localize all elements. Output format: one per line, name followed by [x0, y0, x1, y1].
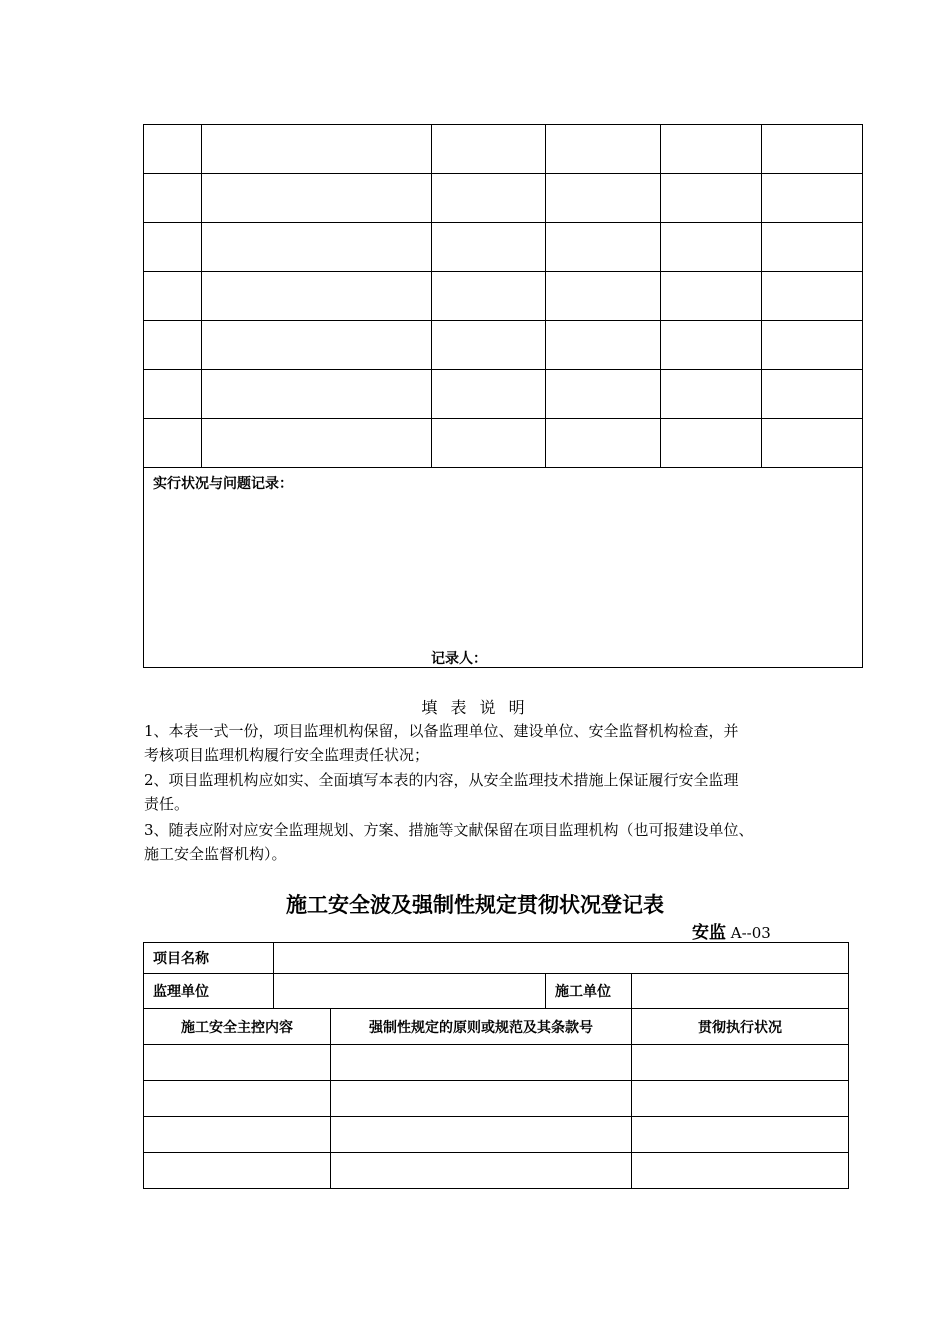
form-code-prefix: 安监	[692, 923, 726, 943]
instruction-line: 考核项目监理机构履行安全监理责任状况；	[144, 746, 430, 764]
table-row	[144, 1045, 849, 1081]
table-row	[144, 1081, 849, 1117]
table-cell[interactable]	[202, 223, 432, 272]
table-row	[144, 370, 863, 419]
instruction-line: 施工安全监督机构）。	[144, 845, 287, 863]
table-cell[interactable]	[144, 174, 202, 223]
table-cell[interactable]	[202, 272, 432, 321]
table-cell[interactable]	[762, 272, 863, 321]
column-header: 贯彻执行状况	[632, 1009, 849, 1045]
instructions-title: 填 表 说 明	[421, 698, 529, 717]
table-row	[144, 1153, 849, 1189]
table-cell[interactable]	[546, 370, 661, 419]
table-cell[interactable]	[546, 125, 661, 174]
form-code	[692, 918, 771, 943]
form-code-number: A--03	[726, 924, 771, 942]
table-cell[interactable]	[144, 1153, 331, 1189]
table-cell[interactable]	[202, 419, 432, 468]
table-cell[interactable]	[546, 223, 661, 272]
table-cell[interactable]	[632, 1045, 849, 1081]
construction-unit-field[interactable]	[632, 974, 849, 1009]
table-row	[144, 272, 863, 321]
table-cell[interactable]	[144, 1081, 331, 1117]
table-row	[144, 321, 863, 370]
table-cell[interactable]	[144, 272, 202, 321]
table-cell[interactable]	[546, 174, 661, 223]
table-cell[interactable]	[144, 223, 202, 272]
table-cell[interactable]	[331, 1153, 632, 1189]
table-cell[interactable]	[762, 125, 863, 174]
recorder-label: 记录人：	[431, 651, 487, 667]
table-cell[interactable]	[432, 125, 546, 174]
table-cell[interactable]	[432, 174, 546, 223]
table-cell[interactable]	[632, 1153, 849, 1189]
table-cell[interactable]	[432, 419, 546, 468]
table-cell[interactable]	[144, 125, 202, 174]
column-header: 施工安全主控内容	[144, 1009, 331, 1045]
table-cell[interactable]	[331, 1117, 632, 1153]
table-row	[144, 1117, 849, 1153]
table-cell[interactable]	[144, 370, 202, 419]
table-cell[interactable]	[762, 370, 863, 419]
enforcement-table	[143, 942, 849, 1189]
table-cell[interactable]	[661, 419, 762, 468]
table-row	[144, 125, 863, 174]
table-cell[interactable]	[331, 1045, 632, 1081]
table-cell[interactable]	[432, 272, 546, 321]
column-header: 强制性规定的原则或规范及其条款号	[331, 1009, 632, 1045]
supervision-unit-label: 监理单位	[144, 974, 274, 1009]
table-cell[interactable]	[432, 223, 546, 272]
table-cell[interactable]	[762, 419, 863, 468]
table-cell[interactable]	[632, 1081, 849, 1117]
table-cell[interactable]	[144, 1045, 331, 1081]
table-cell[interactable]	[432, 321, 546, 370]
table-cell[interactable]	[144, 1117, 331, 1153]
record-table	[143, 124, 863, 668]
notes-cell[interactable]	[144, 468, 863, 668]
table-row	[144, 223, 863, 272]
table-cell[interactable]	[144, 419, 202, 468]
table-cell[interactable]	[546, 321, 661, 370]
project-name-label: 项目名称	[144, 943, 274, 974]
construction-unit-label: 施工单位	[546, 974, 632, 1009]
table-cell[interactable]	[661, 321, 762, 370]
table-cell[interactable]	[661, 370, 762, 419]
table-cell[interactable]	[331, 1081, 632, 1117]
table-cell[interactable]	[546, 419, 661, 468]
table-cell[interactable]	[546, 272, 661, 321]
instruction-line: 责任。	[144, 795, 190, 813]
table-cell[interactable]	[661, 125, 762, 174]
table-row	[144, 174, 863, 223]
notes-label: 实行状况与问题记录：	[153, 476, 293, 492]
table-cell[interactable]	[632, 1117, 849, 1153]
table-cell[interactable]	[762, 174, 863, 223]
table-cell[interactable]	[432, 370, 546, 419]
instruction-line: 1、本表一式一份，项目监理机构保留，以备监理单位、建设单位、安全监督机构检查，并	[144, 722, 739, 740]
table-cell[interactable]	[202, 370, 432, 419]
table-cell[interactable]	[202, 174, 432, 223]
form-title: 施工安全波及强制性规定贯彻状况登记表	[286, 893, 664, 917]
table-cell[interactable]	[762, 321, 863, 370]
instruction-line: 3、随表应附对应安全监理规划、方案、措施等文献保留在项目监理机构（也可报建设单位、	[144, 821, 754, 839]
table-cell[interactable]	[762, 223, 863, 272]
table-row	[144, 419, 863, 468]
instruction-line: 2、项目监理机构应如实、全面填写本表的内容，从安全监理技术措施上保证履行安全监理	[144, 771, 739, 789]
table-cell[interactable]	[661, 223, 762, 272]
table-cell[interactable]	[202, 125, 432, 174]
table-cell[interactable]	[144, 321, 202, 370]
table-cell[interactable]	[661, 174, 762, 223]
table-cell[interactable]	[202, 321, 432, 370]
project-name-field[interactable]	[274, 943, 849, 974]
table-cell[interactable]	[661, 272, 762, 321]
supervision-unit-field[interactable]	[274, 974, 546, 1009]
